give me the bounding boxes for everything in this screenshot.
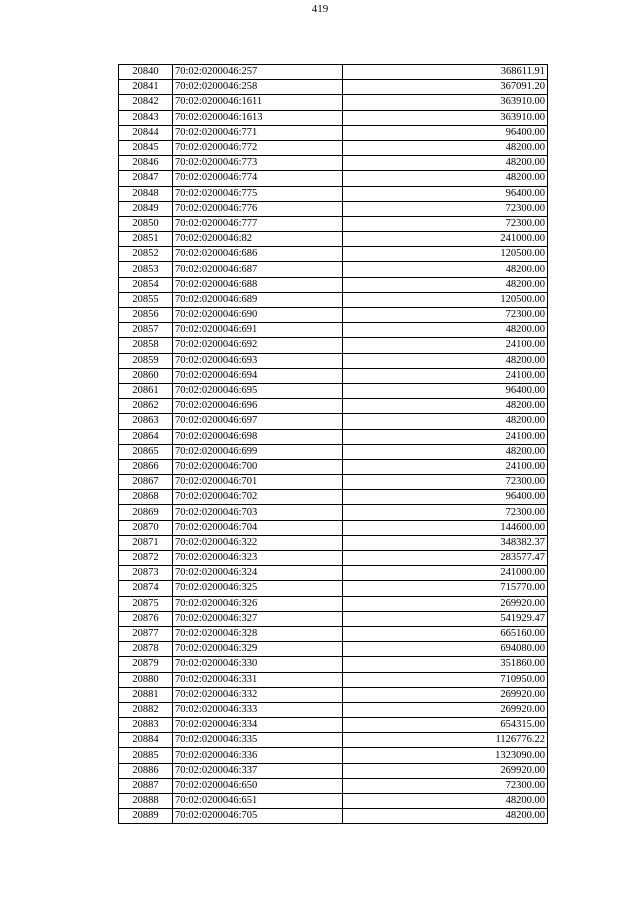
value-cell: 72300.00 [343, 216, 548, 231]
table-row [119, 444, 548, 459]
cadastral-number-cell: 70:02:0200046:777 [173, 216, 343, 231]
value-cell: 72300.00 [343, 475, 548, 490]
table-row [119, 95, 548, 110]
value-cell: 368611.91 [343, 65, 548, 80]
cadastral-number-cell: 70:02:0200046:703 [173, 505, 343, 520]
value-cell: 363910.00 [343, 110, 548, 125]
cadastral-number-cell: 70:02:0200046:337 [173, 763, 343, 778]
value-cell: 367091.20 [343, 80, 548, 95]
table-row [119, 429, 548, 444]
value-cell: 96400.00 [343, 186, 548, 201]
cadastral-number-cell: 70:02:0200046:1613 [173, 110, 343, 125]
table-row [119, 687, 548, 702]
cadastral-number-cell: 70:02:0200046:650 [173, 778, 343, 793]
row-number-cell: 20880 [119, 672, 173, 687]
cadastral-number-cell: 70:02:0200046:696 [173, 399, 343, 414]
value-cell: 363910.00 [343, 95, 548, 110]
value-cell: 269920.00 [343, 702, 548, 717]
row-number-cell: 20861 [119, 383, 173, 398]
table-row [119, 308, 548, 323]
value-cell: 72300.00 [343, 505, 548, 520]
row-number-cell: 20862 [119, 399, 173, 414]
value-cell: 241000.00 [343, 232, 548, 247]
table-row [119, 535, 548, 550]
row-number-cell: 20888 [119, 794, 173, 809]
row-number-cell: 20886 [119, 763, 173, 778]
row-number-cell: 20864 [119, 429, 173, 444]
row-number-cell: 20855 [119, 292, 173, 307]
table-row [119, 748, 548, 763]
page-number: 419 [311, 3, 329, 15]
cadastral-number-cell: 70:02:0200046:336 [173, 748, 343, 763]
row-number-cell: 20858 [119, 338, 173, 353]
cadastral-number-cell: 70:02:0200046:698 [173, 429, 343, 444]
value-cell: 120500.00 [343, 292, 548, 307]
value-cell: 48200.00 [343, 140, 548, 155]
row-number-cell: 20852 [119, 247, 173, 262]
row-number-cell: 20857 [119, 323, 173, 338]
value-cell: 269920.00 [343, 596, 548, 611]
cadastral-number-cell: 70:02:0200046:323 [173, 551, 343, 566]
table-row [119, 733, 548, 748]
row-number-cell: 20884 [119, 733, 173, 748]
table-row [119, 626, 548, 641]
value-cell: 96400.00 [343, 125, 548, 140]
cadastral-number-cell: 70:02:0200046:699 [173, 444, 343, 459]
row-number-cell: 20873 [119, 566, 173, 581]
table-row [119, 368, 548, 383]
cadastral-number-cell: 70:02:0200046:687 [173, 262, 343, 277]
value-cell: 144600.00 [343, 520, 548, 535]
table-row [119, 657, 548, 672]
cadastral-number-cell: 70:02:0200046:775 [173, 186, 343, 201]
cadastral-number-cell: 70:02:0200046:688 [173, 277, 343, 292]
cadastral-number-cell: 70:02:0200046:773 [173, 156, 343, 171]
table-row [119, 323, 548, 338]
cadastral-number-cell: 70:02:0200046:693 [173, 353, 343, 368]
table-row [119, 80, 548, 95]
table-row [119, 383, 548, 398]
table-row [119, 156, 548, 171]
value-cell: 241000.00 [343, 566, 548, 581]
row-number-cell: 20870 [119, 520, 173, 535]
value-cell: 48200.00 [343, 262, 548, 277]
row-number-cell: 20865 [119, 444, 173, 459]
value-cell: 48200.00 [343, 809, 548, 824]
table-row [119, 520, 548, 535]
cadastral-number-cell: 70:02:0200046:694 [173, 368, 343, 383]
value-cell: 48200.00 [343, 444, 548, 459]
table-row [119, 292, 548, 307]
row-number-cell: 20845 [119, 140, 173, 155]
cadastral-number-cell: 70:02:0200046:335 [173, 733, 343, 748]
row-number-cell: 20875 [119, 596, 173, 611]
value-cell: 1126776.22 [343, 733, 548, 748]
row-number-cell: 20847 [119, 171, 173, 186]
row-number-cell: 20859 [119, 353, 173, 368]
value-cell: 96400.00 [343, 490, 548, 505]
table-row [119, 247, 548, 262]
row-number-cell: 20863 [119, 414, 173, 429]
value-cell: 283577.47 [343, 551, 548, 566]
value-cell: 72300.00 [343, 201, 548, 216]
cadastral-number-cell: 70:02:0200046:258 [173, 80, 343, 95]
row-number-cell: 20860 [119, 368, 173, 383]
cadastral-number-cell: 70:02:0200046:695 [173, 383, 343, 398]
cadastral-number-cell: 70:02:0200046:324 [173, 566, 343, 581]
table-row [119, 763, 548, 778]
row-number-cell: 20872 [119, 551, 173, 566]
value-cell: 541929.47 [343, 611, 548, 626]
value-cell: 72300.00 [343, 308, 548, 323]
value-cell: 48200.00 [343, 794, 548, 809]
value-cell: 710950.00 [343, 672, 548, 687]
table-row [119, 277, 548, 292]
row-number-cell: 20881 [119, 687, 173, 702]
value-cell: 24100.00 [343, 459, 548, 474]
value-cell: 24100.00 [343, 338, 548, 353]
row-number-cell: 20882 [119, 702, 173, 717]
cadastral-number-cell: 70:02:0200046:704 [173, 520, 343, 535]
value-cell: 48200.00 [343, 353, 548, 368]
cadastral-number-cell: 70:02:0200046:334 [173, 718, 343, 733]
value-cell: 120500.00 [343, 247, 548, 262]
cadastral-number-cell: 70:02:0200046:690 [173, 308, 343, 323]
value-cell: 24100.00 [343, 368, 548, 383]
table-row [119, 490, 548, 505]
cadastral-number-cell: 70:02:0200046:332 [173, 687, 343, 702]
table-row [119, 216, 548, 231]
cadastral-number-cell: 70:02:0200046:692 [173, 338, 343, 353]
table-row [119, 186, 548, 201]
table-row [119, 642, 548, 657]
row-number-cell: 20843 [119, 110, 173, 125]
cadastral-number-cell: 70:02:0200046:329 [173, 642, 343, 657]
value-cell: 72300.00 [343, 778, 548, 793]
cadastral-number-cell: 70:02:0200046:701 [173, 475, 343, 490]
cadastral-number-cell: 70:02:0200046:1611 [173, 95, 343, 110]
value-cell: 715770.00 [343, 581, 548, 596]
row-number-cell: 20876 [119, 611, 173, 626]
cadastral-number-cell: 70:02:0200046:697 [173, 414, 343, 429]
cadastral-number-cell: 70:02:0200046:651 [173, 794, 343, 809]
table-row [119, 778, 548, 793]
value-cell: 48200.00 [343, 277, 548, 292]
cadastral-number-cell: 70:02:0200046:776 [173, 201, 343, 216]
value-cell: 665160.00 [343, 626, 548, 641]
table-row [119, 65, 548, 80]
row-number-cell: 20848 [119, 186, 173, 201]
row-number-cell: 20877 [119, 626, 173, 641]
table-row [119, 125, 548, 140]
table-row [119, 702, 548, 717]
row-number-cell: 20851 [119, 232, 173, 247]
cadastral-number-cell: 70:02:0200046:257 [173, 65, 343, 80]
value-cell: 351860.00 [343, 657, 548, 672]
value-cell: 48200.00 [343, 171, 548, 186]
cadastral-number-cell: 70:02:0200046:333 [173, 702, 343, 717]
cadastral-number-cell: 70:02:0200046:700 [173, 459, 343, 474]
value-cell: 348382.37 [343, 535, 548, 550]
table-row [119, 672, 548, 687]
cadastral-number-cell: 70:02:0200046:705 [173, 809, 343, 824]
value-cell: 694080.00 [343, 642, 548, 657]
cadastral-number-cell: 70:02:0200046:772 [173, 140, 343, 155]
value-cell: 48200.00 [343, 414, 548, 429]
value-cell: 48200.00 [343, 156, 548, 171]
row-number-cell: 20885 [119, 748, 173, 763]
row-number-cell: 20869 [119, 505, 173, 520]
row-number-cell: 20883 [119, 718, 173, 733]
cadastral-number-cell: 70:02:0200046:689 [173, 292, 343, 307]
cadastral-number-cell: 70:02:0200046:771 [173, 125, 343, 140]
cadastral-number-cell: 70:02:0200046:328 [173, 626, 343, 641]
table-row [119, 201, 548, 216]
row-number-cell: 20878 [119, 642, 173, 657]
row-number-cell: 20867 [119, 475, 173, 490]
table-row [119, 459, 548, 474]
table-row [119, 794, 548, 809]
value-cell: 269920.00 [343, 763, 548, 778]
value-cell: 24100.00 [343, 429, 548, 444]
table-row [119, 566, 548, 581]
table-row [119, 611, 548, 626]
table-row [119, 110, 548, 125]
cadastral-number-cell: 70:02:0200046:702 [173, 490, 343, 505]
row-number-cell: 20871 [119, 535, 173, 550]
table-row [119, 809, 548, 824]
value-cell: 96400.00 [343, 383, 548, 398]
table-row [119, 551, 548, 566]
table-row [119, 353, 548, 368]
table-body [119, 65, 548, 824]
cadastral-number-cell: 70:02:0200046:774 [173, 171, 343, 186]
cadastral-number-cell: 70:02:0200046:330 [173, 657, 343, 672]
cadastral-value-table [118, 64, 548, 824]
row-number-cell: 20889 [119, 809, 173, 824]
row-number-cell: 20841 [119, 80, 173, 95]
table-row [119, 171, 548, 186]
table-row [119, 140, 548, 155]
cadastral-number-cell: 70:02:0200046:327 [173, 611, 343, 626]
table-row [119, 581, 548, 596]
value-cell: 48200.00 [343, 323, 548, 338]
row-number-cell: 20844 [119, 125, 173, 140]
row-number-cell: 20849 [119, 201, 173, 216]
table-row [119, 232, 548, 247]
cadastral-number-cell: 70:02:0200046:326 [173, 596, 343, 611]
cadastral-number-cell: 70:02:0200046:325 [173, 581, 343, 596]
value-cell: 1323090.00 [343, 748, 548, 763]
table-row [119, 262, 548, 277]
value-cell: 654315.00 [343, 718, 548, 733]
row-number-cell: 20846 [119, 156, 173, 171]
row-number-cell: 20853 [119, 262, 173, 277]
cadastral-number-cell: 70:02:0200046:322 [173, 535, 343, 550]
table-row [119, 414, 548, 429]
cadastral-number-cell: 70:02:0200046:691 [173, 323, 343, 338]
row-number-cell: 20850 [119, 216, 173, 231]
row-number-cell: 20842 [119, 95, 173, 110]
row-number-cell: 20840 [119, 65, 173, 80]
table-row [119, 505, 548, 520]
row-number-cell: 20887 [119, 778, 173, 793]
row-number-cell: 20856 [119, 308, 173, 323]
table-row [119, 475, 548, 490]
table-row [119, 399, 548, 414]
row-number-cell: 20874 [119, 581, 173, 596]
table-row [119, 596, 548, 611]
row-number-cell: 20879 [119, 657, 173, 672]
row-number-cell: 20868 [119, 490, 173, 505]
value-cell: 48200.00 [343, 399, 548, 414]
row-number-cell: 20854 [119, 277, 173, 292]
table-row [119, 338, 548, 353]
cadastral-number-cell: 70:02:0200046:686 [173, 247, 343, 262]
cadastral-number-cell: 70:02:0200046:331 [173, 672, 343, 687]
table-row [119, 718, 548, 733]
cadastral-number-cell: 70:02:0200046:82 [173, 232, 343, 247]
value-cell: 269920.00 [343, 687, 548, 702]
row-number-cell: 20866 [119, 459, 173, 474]
